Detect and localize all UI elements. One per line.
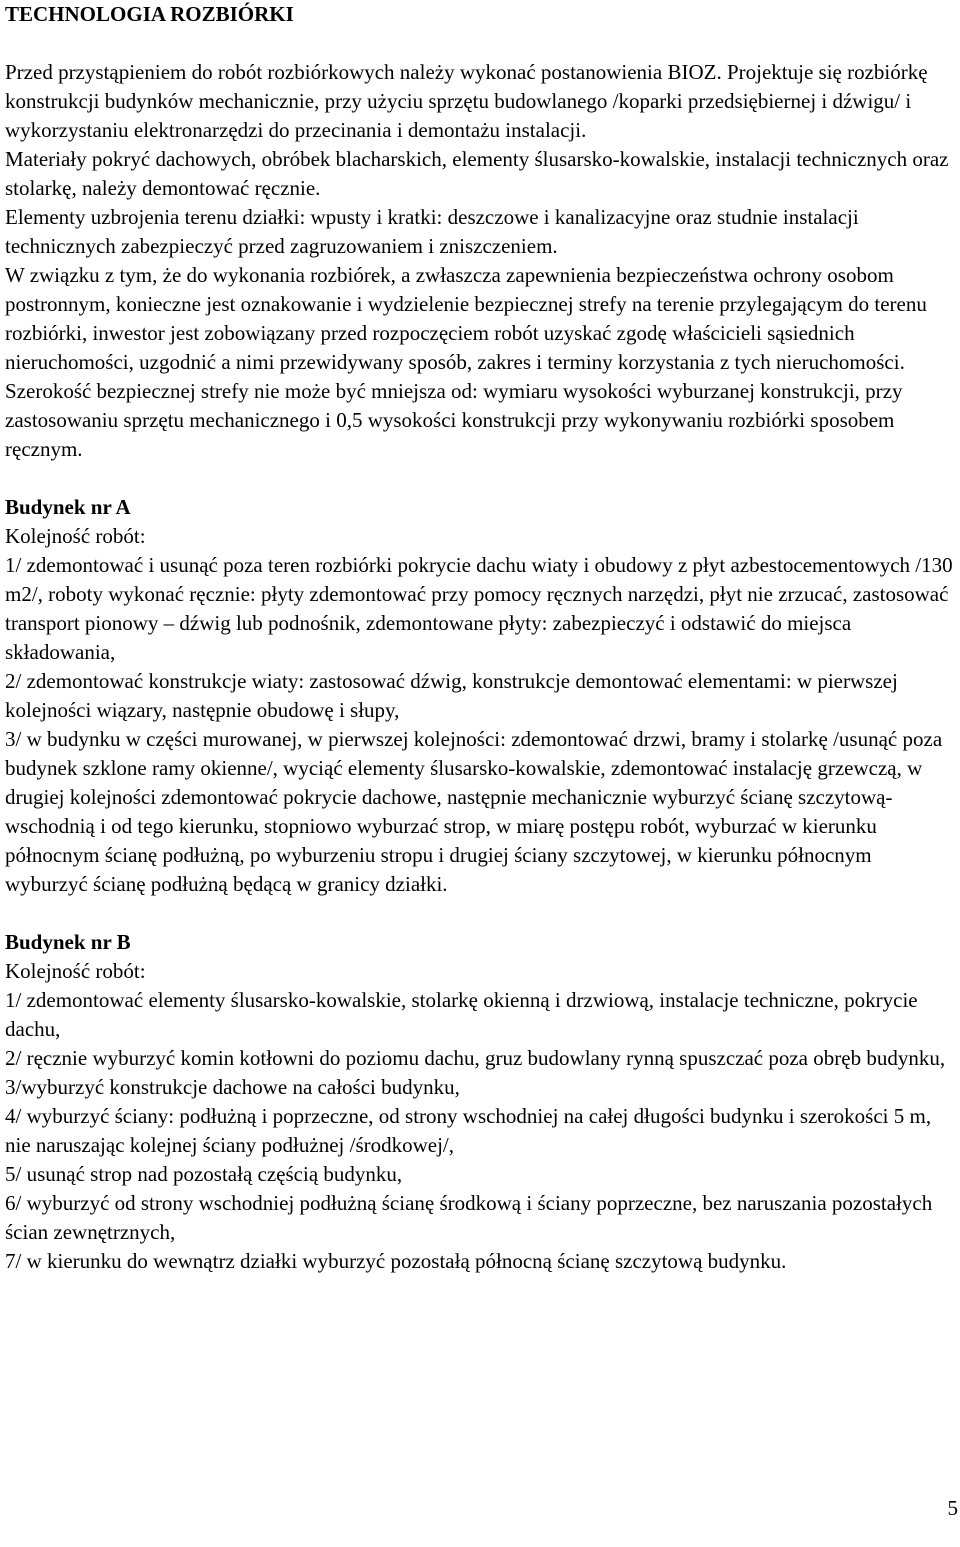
intro-paragraph-3: Elementy uzbrojenia terenu działki: wpusty i kratki: deszczowe i kanalizacyjne oraz studnie instalacji technicznych zabezpieczyć przed zagruzowaniem i zniszczeniem. [5, 205, 859, 258]
section-subheading: Kolejność robót: [5, 524, 146, 548]
section-building-b [5, 928, 958, 1276]
intro-paragraph-4: W związku z tym, że do wykonania rozbiórek, a zwłaszcza zapewnienia bezpieczeństwa ochrony osobom postronnym, konieczne jest oznakowanie i wydzielenie bezpiecznej strefy na terenie przylegającym do terenu rozbiórki, inwestor jest zobowiązany przed rozpoczęciem robót uzyskać zgodę właścicieli sąsiednich nieruchomości, uzgodnić a nimi przewidywany sposób, zakres i terminy korzystania z tych nieruchomości. Szerokość bezpiecznej strefy nie może być mniejsza od: wymiaru wysokości wyburzanej konstrukcji, przy zastosowaniu sprzętu mechanicznego i 0,5 wysokości konstrukcji przy wykonywaniu rozbiórki sposobem ręcznym. [5, 263, 927, 461]
section-building-a [5, 493, 958, 899]
list-item: 7/ w kierunku do wewnątrz działki wyburzyć pozostałą północną ścianę szczytową budynku. [5, 1249, 787, 1273]
intro-section [5, 58, 958, 464]
section-subheading: Kolejność robót: [5, 959, 146, 983]
list-item: 2/ zdemontować konstrukcje wiaty: zastosować dźwig, konstrukcje demontować elementami: w pierwszej kolejności wiązary, następnie obudowę i słupy, [5, 669, 898, 722]
list-item: 6/ wyburzyć od strony wschodniej podłużną ścianę środkową i ściany poprzeczne, bez naruszania pozostałych ścian zewnętrznych, [5, 1191, 933, 1244]
list-item: 4/ wyburzyć ściany: podłużną i poprzeczne, od strony wschodniej na całej długości budynku i szerokości 5 m, nie naruszając kolejnej ściany podłużnej /środkowej/, [5, 1104, 932, 1157]
page-number: 5 [947, 1496, 958, 1520]
list-item: 3/wyburzyć konstrukcje dachowe na całości budynku, [5, 1075, 460, 1099]
list-item: 5/ usunąć strop nad pozostałą częścią budynku, [5, 1162, 403, 1186]
list-item: 1/ zdemontować i usunąć poza teren rozbiórki pokrycie dachu wiaty i obudowy z płyt azbestocementowych /130 m2/, roboty wykonać ręcznie: płyty zdemontować przy pomocy ręcznych narzędzi, płyt nie zrzucać, zastosować transport pionowy – dźwig lub podnośnik, zdemontowane płyty: zabezpieczyć i odstawić do miejsca składowania, [5, 553, 953, 664]
list-item: 1/ zdemontować elementy ślusarsko-kowalskie, stolarkę okienną i drzwiową, instalacje techniczne, pokrycie dachu, [5, 988, 918, 1041]
document-title: TECHNOLOGIA ROZBIÓRKI [5, 2, 294, 26]
section-heading: Budynek nr A [5, 495, 131, 519]
intro-paragraph-1: Przed przystąpieniem do robót rozbiórkowych należy wykonać postanowienia BIOZ. Projektuje się rozbiórkę konstrukcji budynków mechanicznie, przy użyciu sprzętu budowlanego /koparki przedsiębiernej i dźwigu/ i wykorzystaniu elektronarzędzi do przecinania i demontażu instalacji. [5, 60, 928, 142]
document-page [5, 0, 958, 1276]
list-item: 3/ w budynku w części murowanej, w pierwszej kolejności: zdemontować drzwi, bramy i stolarkę /usunąć poza budynek szklone ramy okienne/, wyciąć elementy ślusarsko-kowalskie, zdemontować instalację grzewczą, w drugiej kolejności zdemontować pokrycie dachowe, następnie mechanicznie wyburzyć ścianę szczytową-wschodnią i od tego kierunku, stopniowo wyburzać strop, w miarę postępu robót, wyburzać w kierunku północnym ścianę podłużną, po wyburzeniu stropu i drugiej ściany szczytowej, w kierunku północnym wyburzyć ścianę podłużną będącą w granicy działki. [5, 727, 943, 896]
intro-paragraph-2: Materiały pokryć dachowych, obróbek blacharskich, elementy ślusarsko-kowalskie, instalacji technicznych oraz stolarkę, należy demontować ręcznie. [5, 147, 949, 200]
list-item: 2/ ręcznie wyburzyć komin kotłowni do poziomu dachu, gruz budowlany rynną spuszczać poza obręb budynku, [5, 1046, 946, 1070]
section-heading: Budynek nr B [5, 930, 131, 954]
